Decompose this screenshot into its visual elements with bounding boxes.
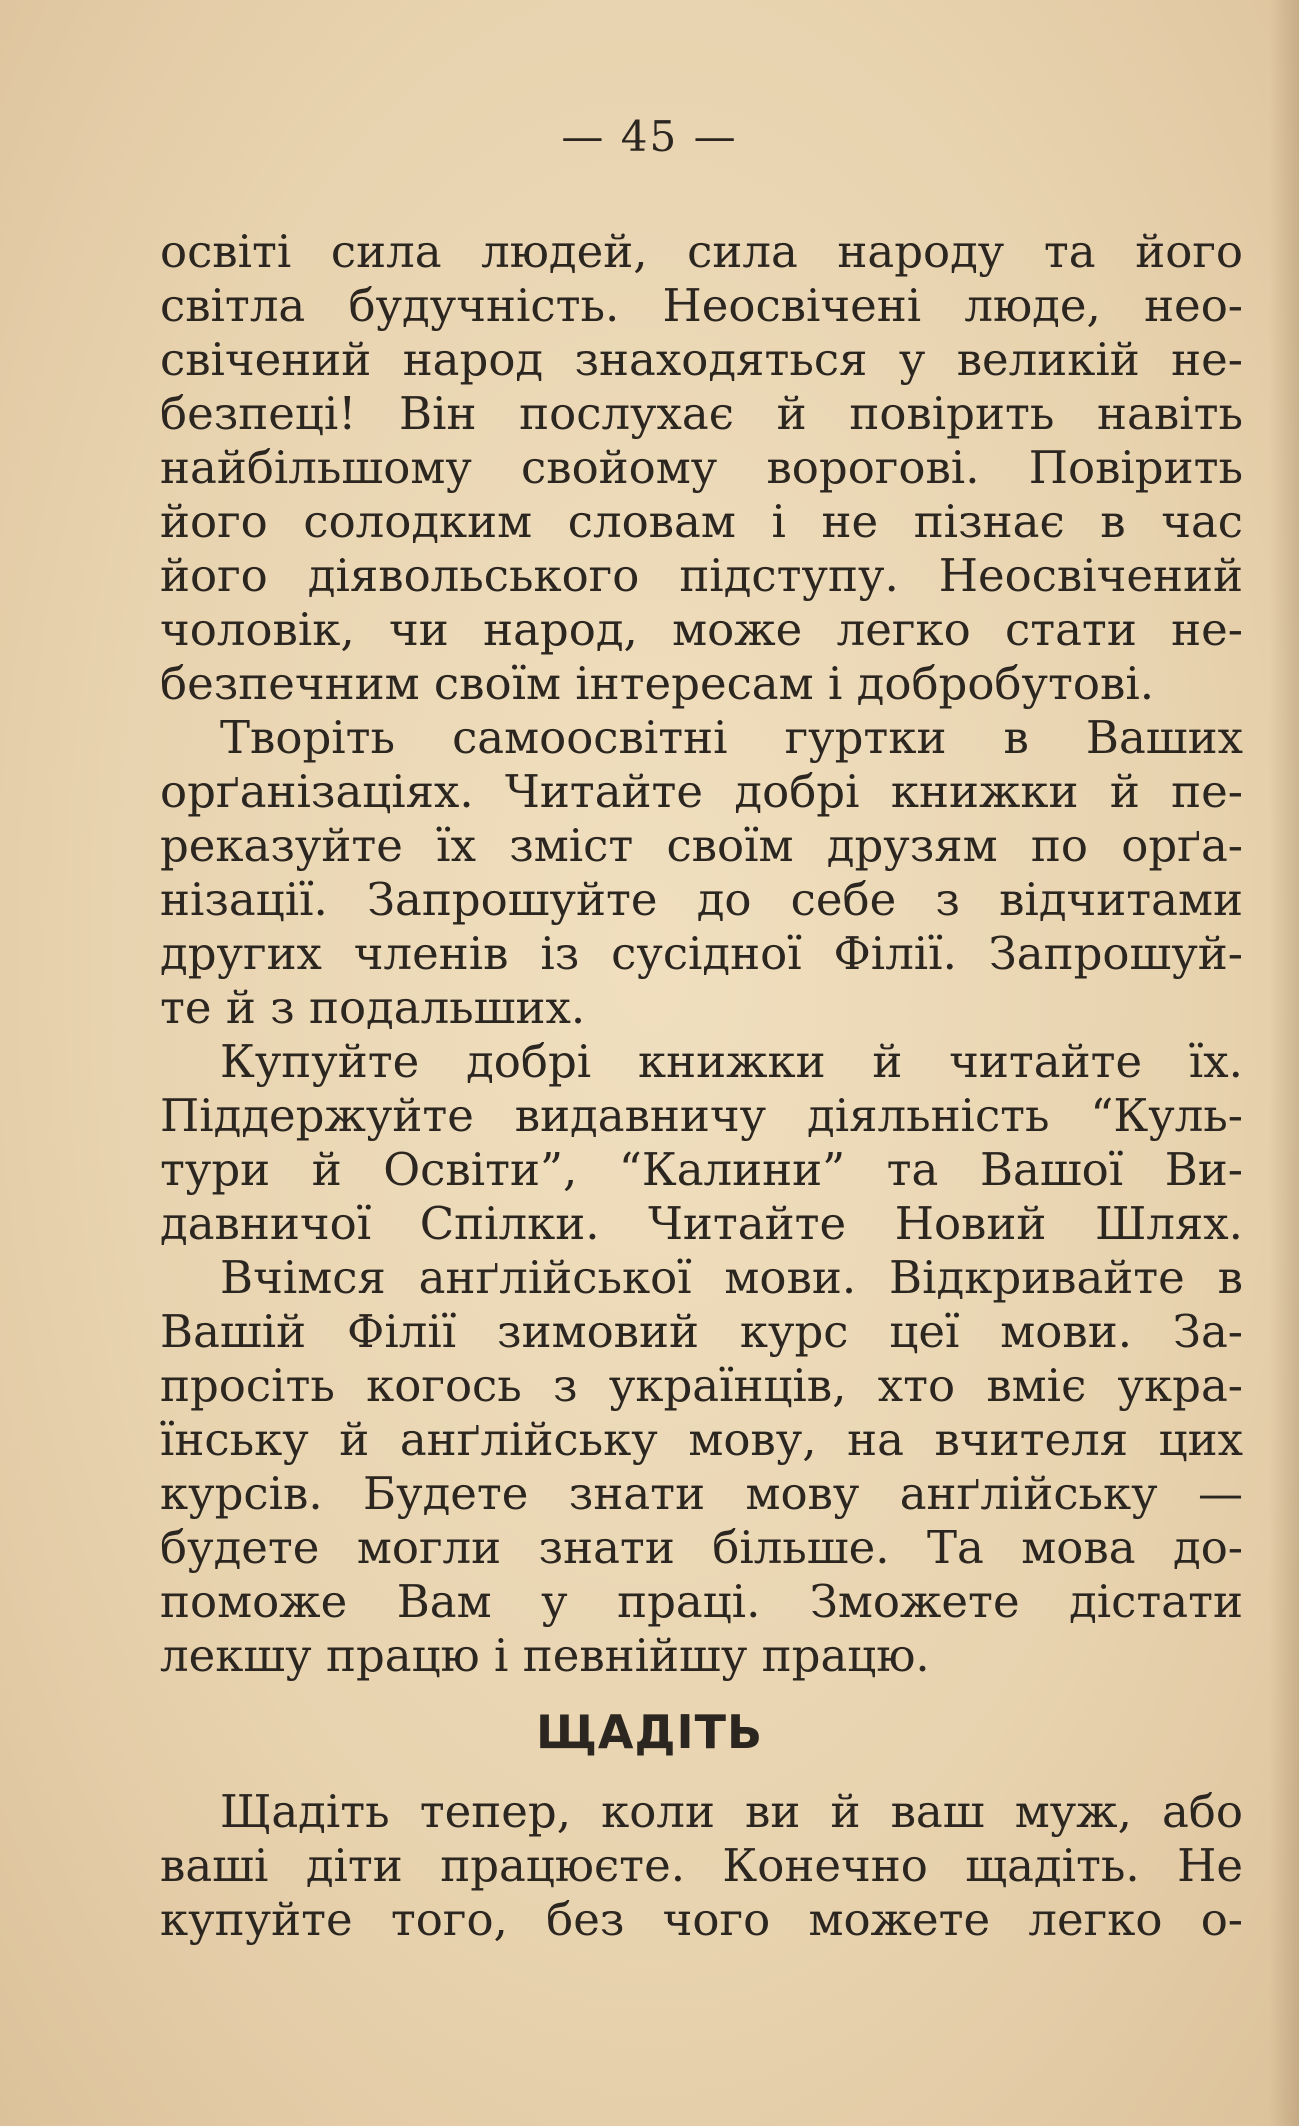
paragraph-first-line: Творіть самоосвітні гуртки в Ваших [220,711,1243,764]
text-line: його діявольського підступу. Неосвічений [160,549,1243,602]
text-line: других членів із сусідної Філії. Запрошуй- [160,927,1243,980]
text-line: поможе Вам у праці. Зможете дістати [160,1575,1243,1628]
text-line: освіті сила людей, сила народу та його [160,225,1243,278]
text-line: безпеці! Він послухає й повірить навіть [160,387,1243,440]
text-line: курсів. Будете знати мову анґлійську — [160,1467,1243,1520]
text-line: Піддержуйте видавничу діяльність “Куль- [160,1089,1243,1142]
text-line: лекшу працю і певнійшу працю. [160,1629,930,1682]
section-heading: ЩАДІТЬ [535,1705,764,1759]
text-line: реказуйте їх зміст своїм друзям по орґа- [160,819,1243,872]
text-line: світла будучність. Неосвічені люде, нео- [160,279,1243,332]
paragraph-first-line: Купуйте добрі книжки й читайте їх. [220,1035,1243,1088]
text-line: ваші діти працюєте. Конечно щадіть. Не [160,1839,1243,1892]
paragraph-first-line: Щадіть тепер, коли ви й ваш муж, або [220,1785,1243,1838]
page-number: — 45 — [561,112,738,161]
text-line: нізації. Запрошуйте до себе з відчитами [160,873,1243,926]
text-line: давничої Спілки. Читайте Новий Шлях. [160,1197,1243,1250]
page-edge-shadow [1269,0,1299,2126]
paragraph-first-line: Вчімся анґлійської мови. Відкривайте в [220,1251,1243,1304]
text-line: їнську й анґлійську мову, на вчителя цих [160,1413,1243,1466]
text-line: безпечним своїм інтересам і добробутові. [160,657,1155,710]
body-text [160,225,1243,1683]
body-text-continued [160,1785,1243,1947]
text-line: купуйте того, без чого можете легко о- [160,1893,1243,1946]
text-line: будете могли знати більше. Та мова до- [160,1521,1243,1574]
text-line: те й з подальших. [160,981,586,1034]
text-line: свічений народ знаходяться у великій не- [160,333,1243,386]
text-line: тури й Освіти”, “Калини” та Вашої Ви- [160,1143,1243,1196]
text-line: чоловік, чи народ, може легко стати не- [160,603,1243,656]
text-line: орґанізаціях. Читайте добрі книжки й пе- [160,765,1243,818]
text-line: Вашій Філії зимовий курс цеї мови. За- [160,1305,1243,1358]
text-line: просіть когось з українців, хто вміє укра- [160,1359,1243,1412]
text-line: його солодким словам і не пізнає в час [160,495,1243,548]
text-line: найбільшому свойому ворогові. Повірить [160,441,1243,494]
